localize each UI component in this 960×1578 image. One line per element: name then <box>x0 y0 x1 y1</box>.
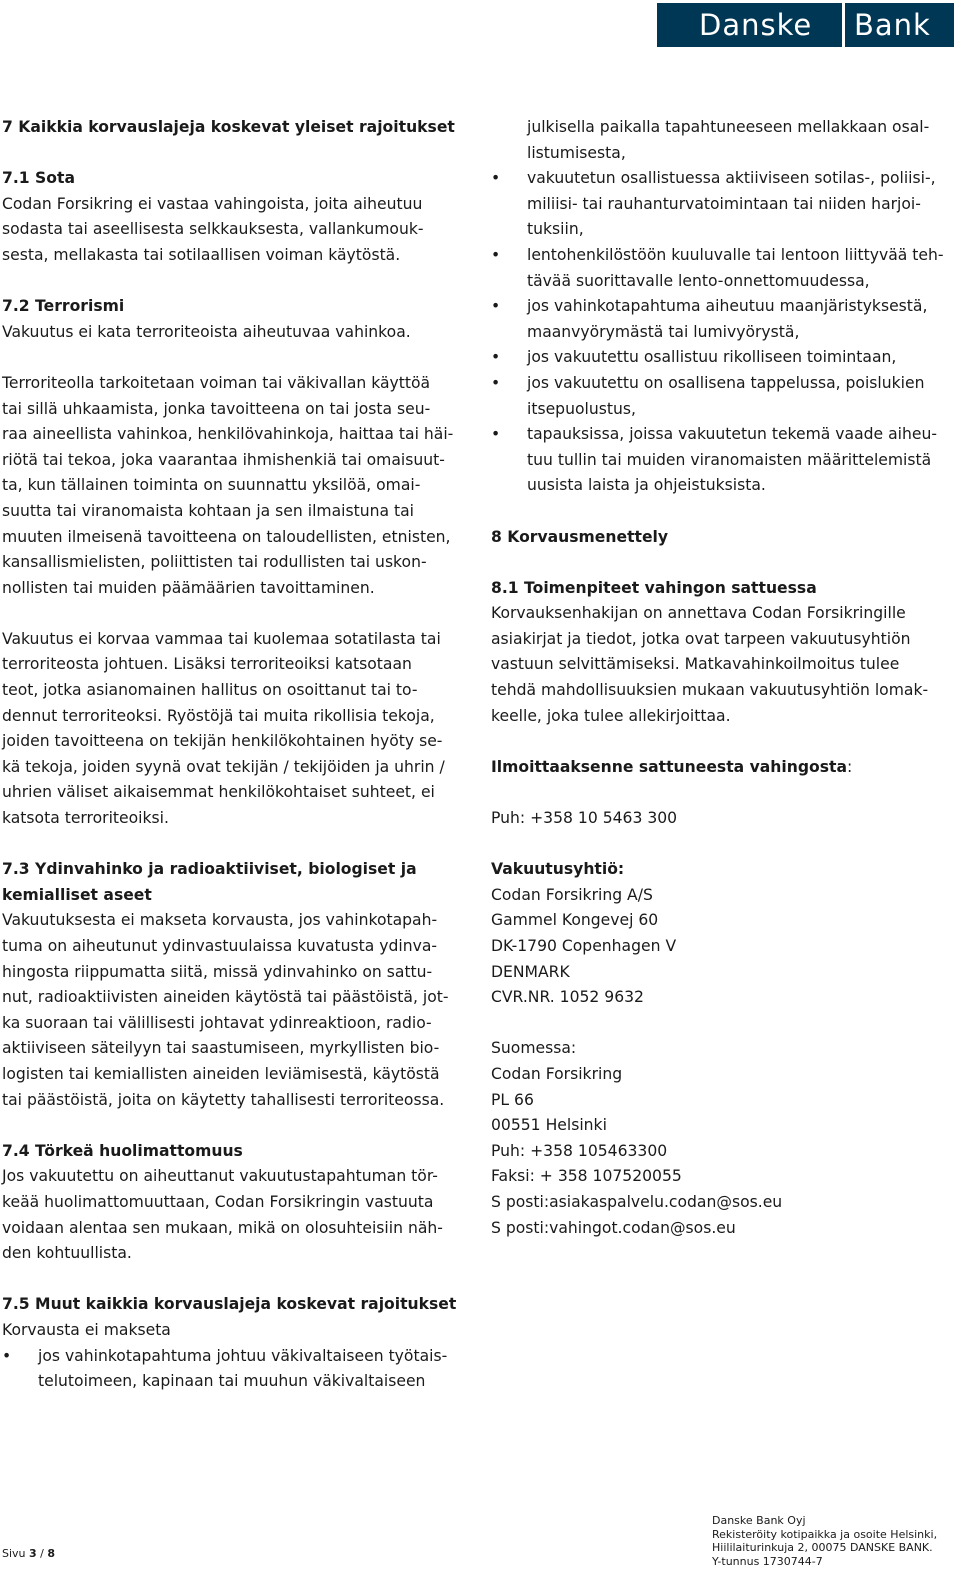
page-current: 3 <box>29 1547 37 1560</box>
list-item <box>491 166 955 243</box>
footer-line: Rekisteröity kotipaikka ja osoite Helsinki, <box>712 1527 938 1541</box>
section-7-3-text <box>2 908 464 1113</box>
text-line: logisten tai kemiallisten aineiden leviämisestä, käytöstä <box>2 1064 440 1083</box>
section-7-heading: 7 Kaikkia korvauslajeja koskevat yleiset rajoitukset <box>2 118 455 136</box>
text-line: nut, radioaktiivisten aineiden käytöstä tai päästöistä, jot- <box>2 988 449 1007</box>
section-7-5-intro: Korvausta ei makseta <box>2 1320 171 1339</box>
text-line: • jos vahinkotapahtuma johtuu väkivaltaiseen työtais- <box>38 1346 448 1365</box>
text-line: riötä tai tekoa, joka vaarantaa ihmishenkiä tai omaisuut- <box>2 450 445 469</box>
text-line: raa aineellista vahinkoa, henkilövahinkoja, haittaa tai häi- <box>2 425 454 444</box>
text-line: vastuun selvittämiseksi. Matkavahinkoilmoitus tulee <box>491 655 900 674</box>
list-item <box>491 345 955 371</box>
text-line: listumisesta, <box>527 143 626 162</box>
contact-email[interactable]: S posti:asiakaspalvelu.codan@sos.eu <box>491 1192 783 1211</box>
text-line: muuten ilmeisenä tavoitteena on taloudellisten, etnisten, <box>2 527 451 546</box>
address-line: DENMARK <box>491 962 570 981</box>
text-line: Terroriteolla tarkoitetaan voiman tai väkivallan käyttöä <box>2 373 431 392</box>
contact-line: Suomessa: <box>491 1039 577 1058</box>
page-separator: / <box>36 1547 48 1560</box>
contact-line: Codan Forsikring <box>491 1064 623 1083</box>
section-8-1-heading: 8.1 Toimenpiteet vahingon sattuessa <box>491 578 817 597</box>
text-line: asiakirjat ja tiedot, jotka ovat tarpeen vakuutusyhtiön <box>491 629 911 648</box>
list-item <box>2 1344 464 1395</box>
address-line: Codan Forsikring A/S <box>491 885 653 904</box>
contact-line: Puh: +358 105463300 <box>491 1141 668 1160</box>
text-line: • jos vakuutettu osallistuu rikolliseen toimintaan, <box>527 348 897 367</box>
text-line: voidaan alentaa sen mukaan, mikä on olosuhteisiin näh- <box>2 1218 443 1237</box>
list-item <box>491 422 955 499</box>
finland-contact <box>491 1036 955 1241</box>
section-8-heading: 8 Korvausmenettely <box>491 527 669 546</box>
text-line: nollisten tai muiden päämäärien tavoittaminen. <box>2 578 375 597</box>
text-line: • jos vahinkotapahtuma aiheutuu maanjäristyksestä, <box>527 297 928 316</box>
text-line: miliisi- tai rauhanturvatoimintaan tai niiden harjoi- <box>527 194 921 213</box>
text-line: tai päästöistä, joita on käytetty tahallisesti terroriteossa. <box>2 1090 445 1109</box>
contact-email[interactable]: S posti:vahingot.codan@sos.eu <box>491 1218 736 1237</box>
text-line: sodasta tai aseellisesta selkkauksesta, vallankumouk- <box>2 220 424 239</box>
text-line: Vakuutuksesta ei makseta korvausta, jos vahinkotapah- <box>2 911 438 930</box>
text-line: terroriteosta johtuen. Lisäksi terroriteoiksi katsotaan <box>2 655 412 674</box>
text-line: Vakuutus ei korvaa vammaa tai kuolemaa sotatilasta tai <box>2 629 441 648</box>
notify-label <box>491 755 955 781</box>
text-line: tai sillä uhkaamista, jonka tavoitteena on tai josta seu- <box>2 399 431 418</box>
logo-word-bank: Bank <box>845 3 954 47</box>
address-line: DK-1790 Copenhagen V <box>491 937 677 955</box>
text-line: Codan Forsikring ei vastaa vahingoista, joita aiheutuu <box>2 194 423 213</box>
text-line: itsepuolustus, <box>527 399 636 418</box>
insurer-label: Vakuutusyhtiö: <box>491 860 625 879</box>
insurer-address <box>491 883 955 1011</box>
text-line: telutoimeen, kapinaan tai muuhun väkivaltaiseen <box>38 1372 426 1391</box>
text-line: • vakuutetun osallistuessa aktiiviseen sotilas-, poliisi-, <box>527 169 936 188</box>
text-line: uusista laista ja ohjeistuksista. <box>527 476 766 495</box>
section-8-1-text <box>491 601 955 729</box>
text-line: sesta, mellakasta tai sotilaallisen voiman käytöstä. <box>2 245 401 264</box>
section-7-3-heading <box>2 857 464 908</box>
list-continuation <box>491 115 955 166</box>
contact-line: Faksi: + 358 107520055 <box>491 1167 682 1186</box>
contact-line: 00551 Helsinki <box>491 1116 607 1135</box>
page-total: 8 <box>47 1547 56 1560</box>
list-item <box>491 243 955 294</box>
text-line: ta, kun tällainen toiminta on suunnattu yksilöä, omai- <box>2 476 421 495</box>
claims-phone: Puh: +358 10 5463 300 <box>491 809 678 828</box>
section-7-4-text <box>2 1164 464 1266</box>
text-line: • tapauksissa, joissa vakuutetun tekemä vaade aiheu- <box>527 425 937 444</box>
left-column <box>2 115 464 1395</box>
text-line: tävää suorittavalle lento-onnettomuudessa, <box>527 271 870 290</box>
list-item <box>491 371 955 422</box>
heading-line: kemialliset aseet <box>2 885 152 904</box>
text-line: • lentohenkilöstöön kuuluvalle tai lentoon liittyvää teh- <box>527 245 944 264</box>
text-line: tehdä mahdollisuuksien mukaan vakuutusyhtiön lomak- <box>491 681 929 700</box>
text-line: uhrien väliset aikaisemmat henkilökohtaiset suhteet, ei <box>2 783 435 802</box>
text-line: keää huolimattomuuttaan, Codan Forsikringin vastuuta <box>2 1192 434 1211</box>
section-7-1-heading: 7.1 Sota <box>2 169 75 188</box>
text-line: hingosta riippumatta siitä, missä ydinvahinko on sattu- <box>2 962 433 981</box>
text-line: tuu tullin tai muiden viranomaisten määrittelemistä <box>527 450 932 469</box>
logo-word-danske: Danske <box>657 3 842 47</box>
text-line: suutta tai viranomaista kohtaan ja sen ilmaistuna tai <box>2 501 415 520</box>
section-7-5-list <box>2 1344 464 1395</box>
text-line: aktiiviseen säteilyyn tai saastumiseen, myrkyllisten bio- <box>2 1039 440 1058</box>
footer-line: Danske Bank Oyj <box>712 1514 806 1527</box>
page-prefix: Sivu <box>2 1547 30 1560</box>
text-line: katsota terroriteoiksi. <box>2 809 169 828</box>
address-line: CVR.NR. 1052 9632 <box>491 988 644 1007</box>
contact-line: PL 66 <box>491 1090 534 1109</box>
terrorism-definition-paragraph <box>2 371 464 601</box>
section-7-1-text <box>2 192 464 269</box>
text-line: tuksiin, <box>527 220 584 239</box>
text-line: joiden tavoitteena on tekijän henkilökohtainen hyöty se- <box>2 732 443 751</box>
section-7-4-heading: 7.4 Törkeä huolimattomuus <box>2 1141 243 1160</box>
text-line: Korvauksenhakijan on annettava Codan Forsikringille <box>491 604 906 623</box>
footer-line: Hiililaiturinkuja 2, 00075 DANSKE BANK. <box>712 1541 933 1554</box>
section-7-2-text: Vakuutus ei kata terroriteoista aiheutuvaa vahinkoa. <box>2 322 411 341</box>
company-footer <box>712 1514 958 1568</box>
footer-line: Y-tunnus 1730744-7 <box>712 1554 823 1568</box>
section-7-5-heading: 7.5 Muut kaikkia korvauslajeja koskevat rajoitukset <box>2 1295 457 1314</box>
page-number <box>2 1547 55 1560</box>
list-item <box>491 294 955 345</box>
text-line: julkisella paikalla tapahtuneeseen mellakkaan osal- <box>527 118 930 136</box>
text-line: tuma on aiheutunut ydinvastuulaissa kuvatusta ydinva- <box>2 937 437 955</box>
danske-bank-logo <box>657 3 954 47</box>
text-line: Jos vakuutettu on aiheuttanut vakuutustapahtuman tör- <box>2 1167 438 1186</box>
text-line: • jos vakuutettu on osallisena tappelussa, poislukien <box>527 373 925 392</box>
text-line: dennut terroriteoksi. Ryöstöjä tai muita rikollisia tekoja, <box>2 706 435 725</box>
text-line: kansallismielisten, poliittisten tai rodullisten tai uskon- <box>2 553 427 572</box>
text-line: ka suoraan tai välillisesti johtavat ydinreaktioon, radio- <box>2 1013 432 1032</box>
notify-label-colon: : <box>846 757 853 776</box>
section-7-2-heading: 7.2 Terrorismi <box>2 297 125 316</box>
text-line: kä tekoja, joiden syynä ovat tekijän / tekijöiden ja uhrin / <box>2 757 445 776</box>
exclusions-list <box>491 166 955 499</box>
text-line: teot, jotka asianomainen hallitus on osoittanut tai to- <box>2 681 418 700</box>
text-line: keelle, joka tulee allekirjoittaa. <box>491 706 731 725</box>
heading-line: 7.3 Ydinvahinko ja radioaktiiviset, biologiset ja <box>2 860 417 879</box>
notify-label-bold: Ilmoittaaksenne sattuneesta vahingosta <box>491 757 847 776</box>
terrorism-exclusion-paragraph <box>2 627 464 832</box>
address-line: Gammel Kongevej 60 <box>491 911 659 930</box>
right-column <box>491 115 955 1241</box>
text-line: den kohtuullista. <box>2 1244 132 1263</box>
text-line: maanvyörymästä tai lumivyörystä, <box>527 322 800 341</box>
